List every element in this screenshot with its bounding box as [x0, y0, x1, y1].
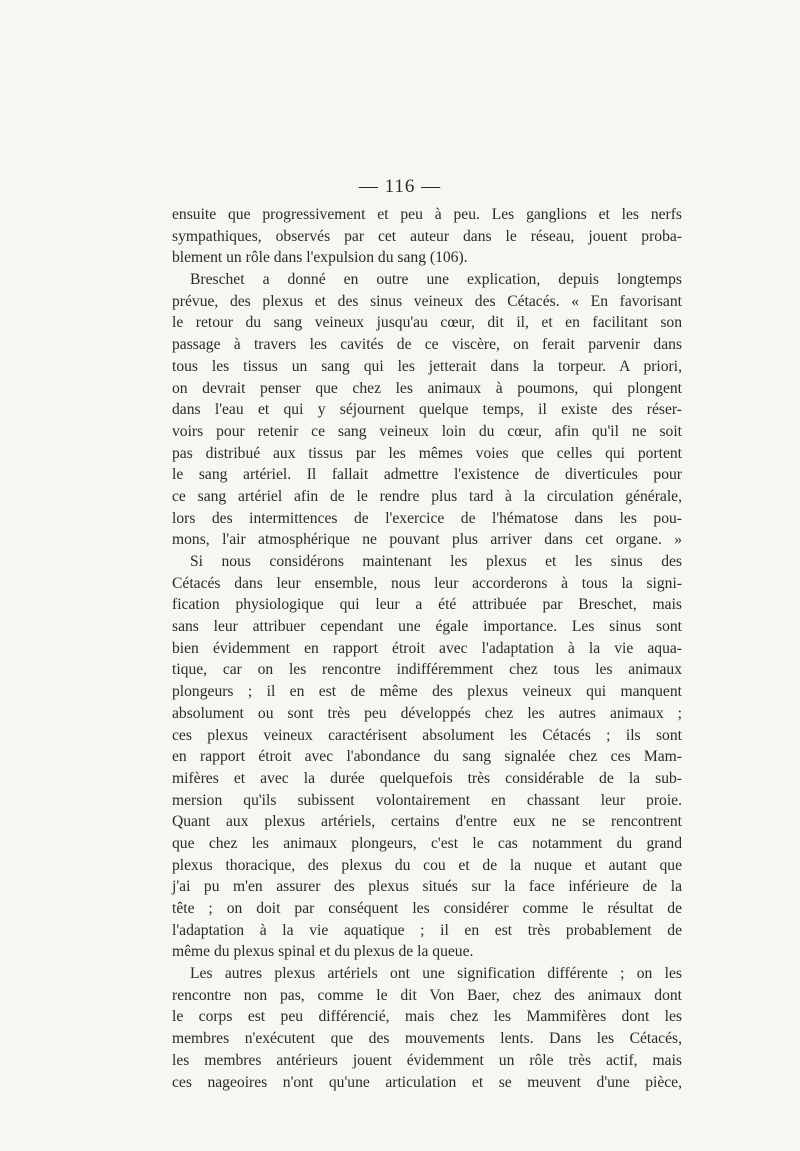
text-line: pas distribué aux tissus par les mêmes voies que celles qui portent [172, 444, 682, 462]
text-line: mifères et avec la durée quelquefois très considérable de la sub- [172, 769, 682, 787]
text-line: Les autres plexus artériels ont une signification différente ; on les [190, 965, 682, 983]
text-line: plongeurs ; il en est de même des plexus veineux qui manquent [172, 683, 682, 701]
text-line: le sang artériel. Il fallait admettre l'existence de diverticules pour [172, 466, 682, 484]
text-line: Si nous considérons maintenant les plexus et les sinus des [190, 553, 682, 570]
body-text [172, 204, 682, 1093]
text-line: Cétacés dans leur ensemble, nous leur accorderons à tous la signi- [172, 574, 682, 592]
text-line: fication physiologique qui leur a été attribuée par Breschet, mais [172, 596, 682, 614]
text-line: Breschet a donné en outre une explication, depuis longtemps [190, 271, 682, 289]
text-line: tique, car on les rencontre indifféremment chez tous les animaux [172, 661, 682, 679]
text-line: même du plexus spinal et du plexus de la queue. [172, 943, 474, 961]
text-line: tous les tissus un sang qui les jetterait dans la torpeur. A priori, [172, 357, 682, 375]
text-line: dans l'eau et qui y séjournent quelque temps, il existe des réser- [172, 401, 682, 419]
text-line: absolument ou sont très peu développés chez les autres animaux ; [172, 704, 682, 722]
text-line: ensuite que progressivement et peu à peu. Les ganglions et les nerfs [172, 206, 682, 223]
text-line: que chez les animaux plongeurs, c'est le cas notamment du grand [172, 834, 682, 852]
text-line: plexus thoracique, des plexus du cou et de la nuque et autant que [172, 856, 682, 874]
text-line: tête ; on doit par conséquent les considérer comme le résultat de [172, 900, 682, 917]
text-line: rencontre non pas, comme le dit Von Baer, chez des animaux dont [172, 986, 682, 1004]
text-line: on devrait penser que chez les animaux à poumons, qui plongent [172, 379, 682, 397]
text-line: Quant aux plexus artériels, certains d'entre eux ne se rencontrent [172, 813, 682, 831]
text-line: les membres antérieurs jouent évidemment un rôle très actif, mais [172, 1051, 682, 1069]
page-number: — 116 — [358, 176, 442, 197]
text-line: prévue, des plexus et des sinus veineux des Cétacés. « En favorisant [172, 292, 682, 310]
text-line: ce sang artériel afin de le rendre plus tard à la circulation générale, [172, 487, 682, 505]
text-line: bien évidemment en rapport étroit avec l'adaptation à la vie aqua- [172, 639, 682, 657]
text-line: passage à travers les cavités de ce viscère, on ferait parvenir dans [172, 336, 682, 354]
text-line: j'ai pu m'en assurer des plexus situés sur la face inférieure de la [172, 878, 682, 896]
text-line: ces nageoires n'ont qu'une articulation et se meuvent d'une pièce, [172, 1073, 682, 1091]
text-line: en rapport étroit avec l'abondance du sang signalée chez ces Mam- [172, 748, 682, 766]
text-line: ces plexus veineux caractérisent absolument les Cétacés ; ils sont [172, 726, 682, 744]
text-line: le corps est peu différencié, mais chez les Mammifères dont les [172, 1008, 682, 1026]
text-line: le retour du sang veineux jusqu'au cœur, dit il, et en facilitant son [172, 314, 682, 332]
text-line: sans leur attribuer cependant une égale importance. Les sinus sont [172, 618, 682, 636]
text-line: mersion qu'ils subissent volontairement en chassant leur proie. [172, 791, 682, 809]
text-line: blement un rôle dans l'expulsion du sang (106). [172, 249, 468, 267]
text-line: membres n'exécutent que des mouvements lents. Dans les Cétacés, [172, 1030, 682, 1048]
text-line: mons, l'air atmosphérique ne pouvant plus arriver dans cet organe. » [172, 531, 682, 549]
text-line: l'adaptation à la vie aquatique ; il en est très probablement de [172, 921, 682, 939]
text-line: lors des intermittences de l'exercice de l'hématose dans les pou- [172, 509, 682, 527]
text-line: sympathiques, observés par cet auteur dans le réseau, jouent proba- [172, 227, 682, 245]
text-line: voirs pour retenir ce sang veineux loin du cœur, afin qu'il ne soit [172, 422, 682, 440]
